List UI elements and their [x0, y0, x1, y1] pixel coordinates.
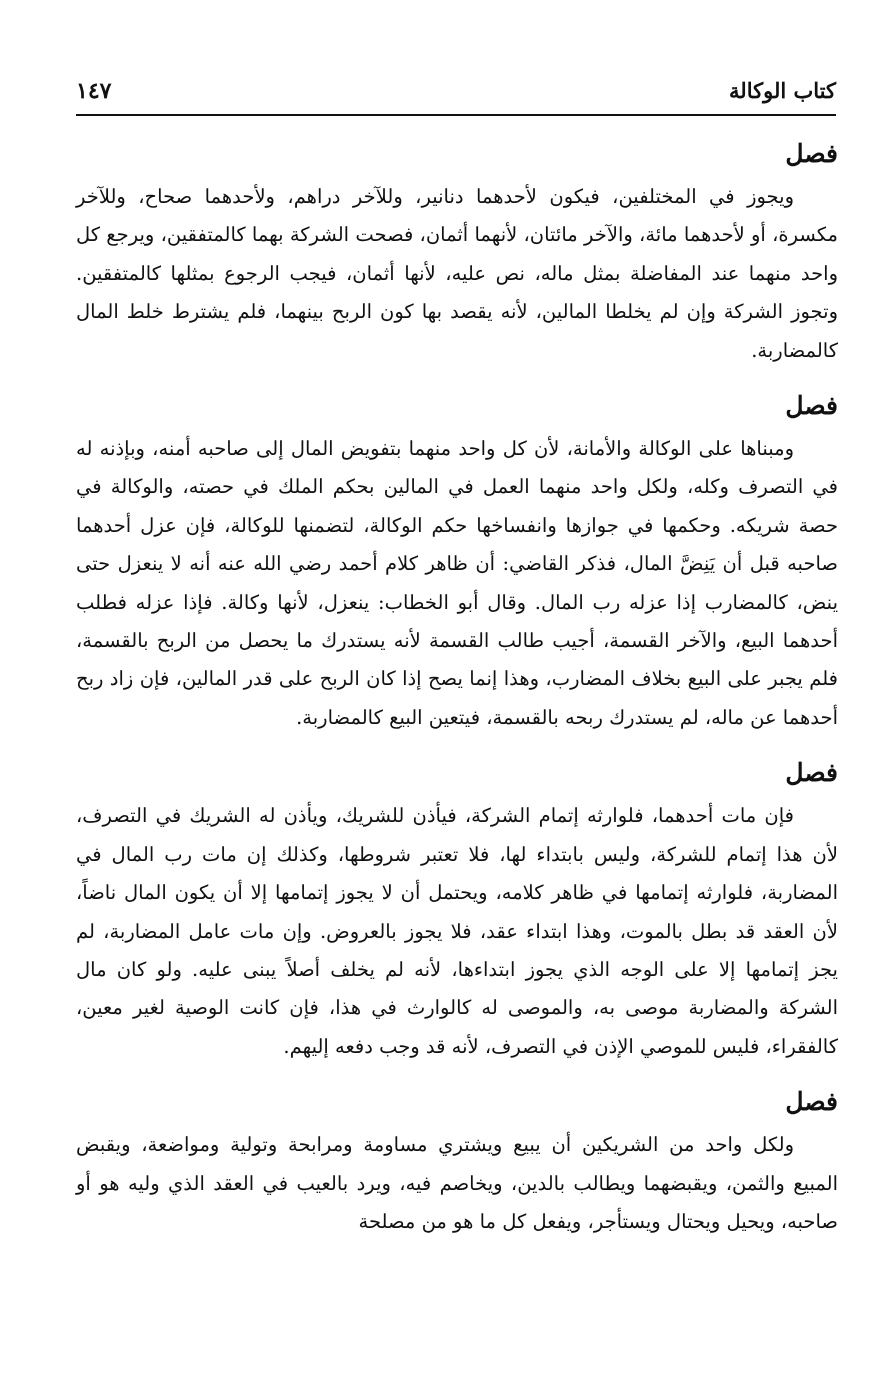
section-heading: فصل	[785, 758, 838, 788]
section-heading: فصل	[785, 139, 838, 168]
book-title: كتاب الوكالة	[729, 78, 836, 103]
page-content	[76, 132, 838, 1255]
section-heading: فصل	[785, 1087, 838, 1117]
section-heading: فصل	[785, 391, 838, 421]
section-3	[76, 751, 838, 1066]
section-paragraph: ومبناها على الوكالة والأمانة، لأن كل واحد منهما بتفويض المال إلى صاحبه أمنه، وبإذنه له في التصرف وكله، ولكل واحد منهما العمل في المالين بحكم الملك في حصته، والوكالة في حصة شريكه. وحكمها في جوازها وانفساخها حكم الوكالة، لتضمنها للوكالة، فإن عزل أحدهما صاحبه قبل أن يَنِضَّ المال، فذكر القاضي: أن ظاهر كلام أحمد رضي الله عنه أنه لا ينعزل حتى ينض، كالمضارب إذا عزله رب المال. وقال أبو الخطاب: ينعزل، لأنها وكالة. فإذا عزله فطلب أحدهما البيع، والآخر القسمة، أجيب طالب القسمة لأنه يستدرك ما يحصل من الربح بالقسمة، فلم يجبر على البيع بخلاف المضارب، وهذا إنما يصح إذا كان الربح على قدر المالين، فإن زاد ربح أحدهما عن ماله، لم يستدرك ربحه بالقسمة، فيتعين البيع كالمضاربة.	[76, 437, 838, 729]
running-head	[76, 72, 836, 112]
section-paragraph: ولكل واحد من الشريكين أن يبيع ويشتري مساومة ومرابحة وتولية ومواضعة، ويقبض المبيع والثمن، ويقبضهما ويطالب بالدين، ويخاصم فيه، ويرد بالعيب في العقد الذي وليه هو أو صاحبه، ويحيل ويحتال ويستأجر، ويفعل كل ما هو من مصلحة	[76, 1133, 838, 1233]
section-4	[76, 1080, 838, 1241]
section-2	[76, 384, 838, 737]
section-paragraph: ويجوز في المختلفين، فيكون لأحدهما دنانير، وللآخر دراهم، ولأحدهما صحاح، وللآخر مكسرة، أو لأحدهما مائة، والآخر مائتان، لأنهما أثمان، فصحت الشركة بهما كالمتفقين، ويرجع كل واحد منهما عند المفاضلة بمثل ماله، نص عليه، لأنها أثمان، فيجب الرجوع بمثلها كالمتفقين. وتجوز الشركة وإن لم يخلطا المالين، لأنه يقصد بها كون الربح بينهما، فلم يشترط خلط المال كالمضاربة.	[76, 185, 838, 362]
section-paragraph: فإن مات أحدهما، فلوارثه إتمام الشركة، فيأذن للشريك، ويأذن له الشريك في التصرف، لأن هذا إتمام للشركة، وليس بابتداء لها، فلا تعتبر شروطها، وكذلك إن مات رب المال في المضاربة، فلوارثه إتمامها في ظاهر كلامه، ويحتمل أن لا يجوز إتمامها إلا أن يكون المال ناضاً، لأن العقد قد بطل بالموت، وهذا ابتداء عقد، فلا يجوز بالعروض. وإن مات عامل المضاربة، لم يجز إتمامها إلا على الوجه الذي يجوز ابتداءها، لأنه لم يخلف أصلاً يبنى عليه. ولو كان مال الشركة والمضاربة موصى به، والموصى له كالوارث في هذا، فإن كانت الوصية لغير معين، كالفقراء، فليس للموصي الإذن في التصرف، لأنه قد وجب دفعه إليهم.	[76, 804, 838, 1058]
page-number: ١٤٧	[76, 78, 112, 104]
header-rule	[76, 114, 836, 116]
section-1	[76, 132, 838, 370]
